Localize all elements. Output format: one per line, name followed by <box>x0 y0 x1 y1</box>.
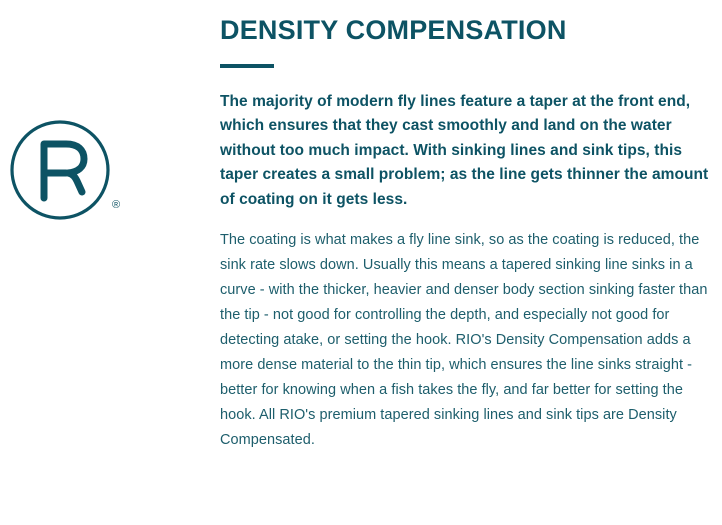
brand-logo <box>8 118 128 238</box>
rio-r-logo-icon <box>8 118 112 222</box>
lead-paragraph: The majority of modern fly lines feature a taper at the front end, which ensures that they cast smoothly and land on the water without too much impact. With sinking lines and sink tips, this taper creates a small problem; as the line gets thinner the amount of coating on it gets less. <box>220 92 709 208</box>
body-paragraph: The coating is what makes a fly line sink, so as the coating is reduced, the sink rate slows down. Usually this means a tapered sinking line sinks in a curve - with the thicker, heavier and denser body section sinking faster than the tip - not good for controlling the depth, and especially not good for detecting atake, or setting the hook. RIO's Density Compensation adds a more dense material to the thin tip, which ensures the line sinks straight - better for knowing when a fish takes the fly, and far better for setting the hook. All RIO's premium tapered sinking lines and sink tips are Density Compensated. <box>220 232 708 448</box>
page-title: DENSITY COMPENSATION <box>220 15 567 45</box>
logo-column <box>0 0 210 525</box>
registered-trademark-symbol: ® <box>112 199 121 211</box>
article-content <box>220 0 716 525</box>
title-divider <box>220 64 274 68</box>
